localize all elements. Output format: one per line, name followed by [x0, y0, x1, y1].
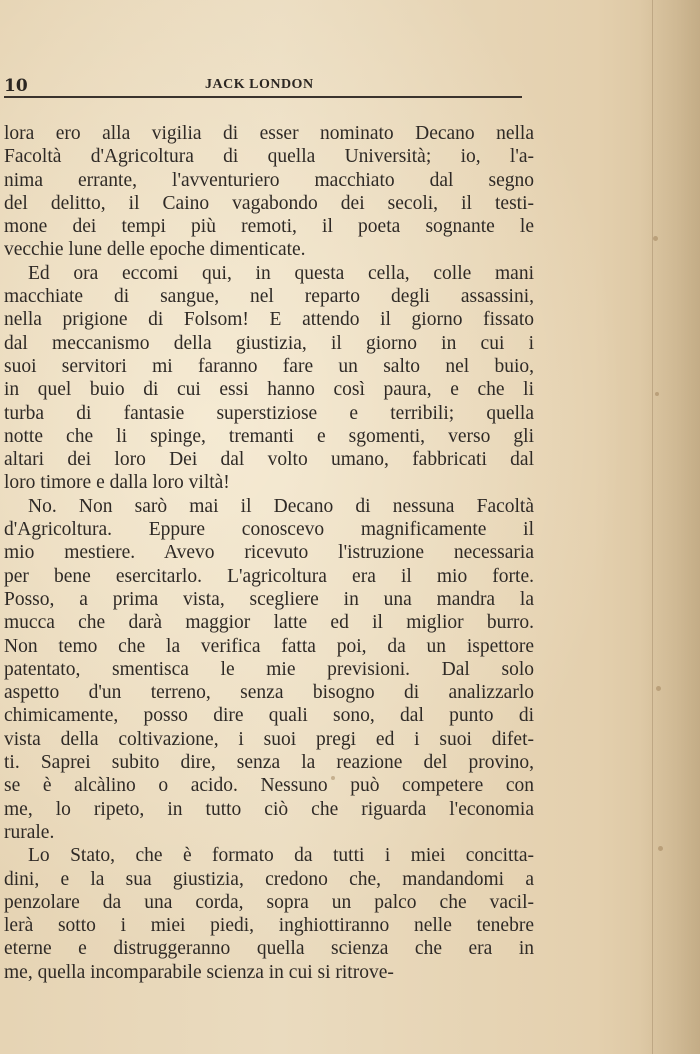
running-head: JACK LONDON: [205, 77, 314, 92]
paper-speck: [653, 236, 658, 241]
text-line: rurale.: [4, 821, 55, 843]
paper-speck: [655, 392, 659, 396]
text-line: nima errante, l'avventuriero macchiato dal segno: [4, 169, 534, 191]
header-rule: [4, 96, 522, 98]
body-text: [4, 122, 534, 984]
text-line: macchiate di sangue, nel reparto degli assassini,: [4, 286, 534, 308]
text-line: dal meccanismo della giustizia, il giorno in cui i: [4, 332, 534, 354]
text-line: Ed ora eccomi qui, in questa cella, colle mani: [28, 262, 534, 284]
text-line: No. Non sarò mai il Decano di nessuna Facoltà: [28, 495, 534, 517]
text-line: d'Agricoltura. Eppure conoscevo magnificamente il: [4, 519, 534, 541]
text-line: Posso, a prima vista, scegliere in una mandra la: [4, 588, 534, 610]
text-line: se è alcàlino o acido. Nessuno può competere con: [4, 775, 534, 797]
text-line: per bene esercitarlo. L'agricoltura era il mio forte.: [4, 565, 534, 587]
text-line: in quel buio di cui essi hanno così paura, e che li: [4, 379, 534, 401]
text-line: lerà sotto i miei piedi, inghiottiranno nelle tenebre: [4, 915, 534, 937]
page-fold-crease: [652, 0, 653, 1054]
text-line: patentato, smentisca le mie previsioni. Dal solo: [4, 658, 534, 680]
text-line: me, lo ripeto, in tutto ciò che riguarda l'economia: [4, 798, 534, 820]
text-line: altari dei loro Dei dal volto umano, fabbricati dal: [4, 449, 534, 471]
paper-speck: [331, 776, 335, 780]
text-line: Non temo che la verifica fatta poi, da un ispettore: [4, 635, 534, 657]
paper-speck: [656, 686, 661, 691]
page-number: 10: [4, 76, 28, 96]
text-line: dini, e la sua giustizia, credono che, mandandomi a: [4, 868, 534, 890]
text-line: suoi servitori mi faranno fare un salto nel buio,: [4, 355, 534, 377]
text-line: vista della coltivazione, i suoi pregi ed i suoi difet-: [4, 728, 534, 750]
page-fold-shadow: [640, 0, 700, 1054]
paper-speck: [658, 846, 663, 851]
text-line: mone dei tempi più remoti, il poeta sognante le: [4, 216, 534, 238]
text-line: aspetto d'un terreno, senza bisogno di analizzarlo: [4, 682, 534, 704]
text-line: Facoltà d'Agricoltura di quella Università; io, l'a-: [4, 146, 534, 168]
text-line: Lo Stato, che è formato da tutti i miei concitta-: [28, 845, 534, 867]
text-line: mucca che darà maggior latte ed il miglior burro.: [4, 612, 534, 634]
text-line: notte che li spinge, tremanti e sgomenti, verso gli: [4, 425, 534, 447]
text-line: lora ero alla vigilia di esser nominato Decano nella: [4, 123, 534, 144]
text-line: ti. Saprei subito dire, senza la reazione del provino,: [4, 752, 534, 774]
text-line: eterne e distruggeranno quella scienza che era in: [4, 938, 534, 960]
text-line: penzolare da una corda, sopra un palco che vacil-: [4, 891, 534, 913]
text-line: turba di fantasie superstiziose e terribili; quella: [4, 402, 534, 424]
text-line: vecchie lune delle epoche dimenticate.: [4, 239, 306, 261]
text-line: nella prigione di Folsom! E attendo il giorno fissato: [4, 309, 534, 331]
text-line: me, quella incomparabile scienza in cui si ritrove-: [4, 961, 394, 983]
text-line: del delitto, il Caino vagabondo dei secoli, il testi-: [4, 192, 534, 214]
text-line: mio mestiere. Avevo ricevuto l'istruzione necessaria: [4, 542, 534, 564]
text-line: loro timore e dalla loro viltà!: [4, 472, 230, 494]
text-line: chimicamente, posso dire quali sono, dal punto di: [4, 705, 534, 727]
